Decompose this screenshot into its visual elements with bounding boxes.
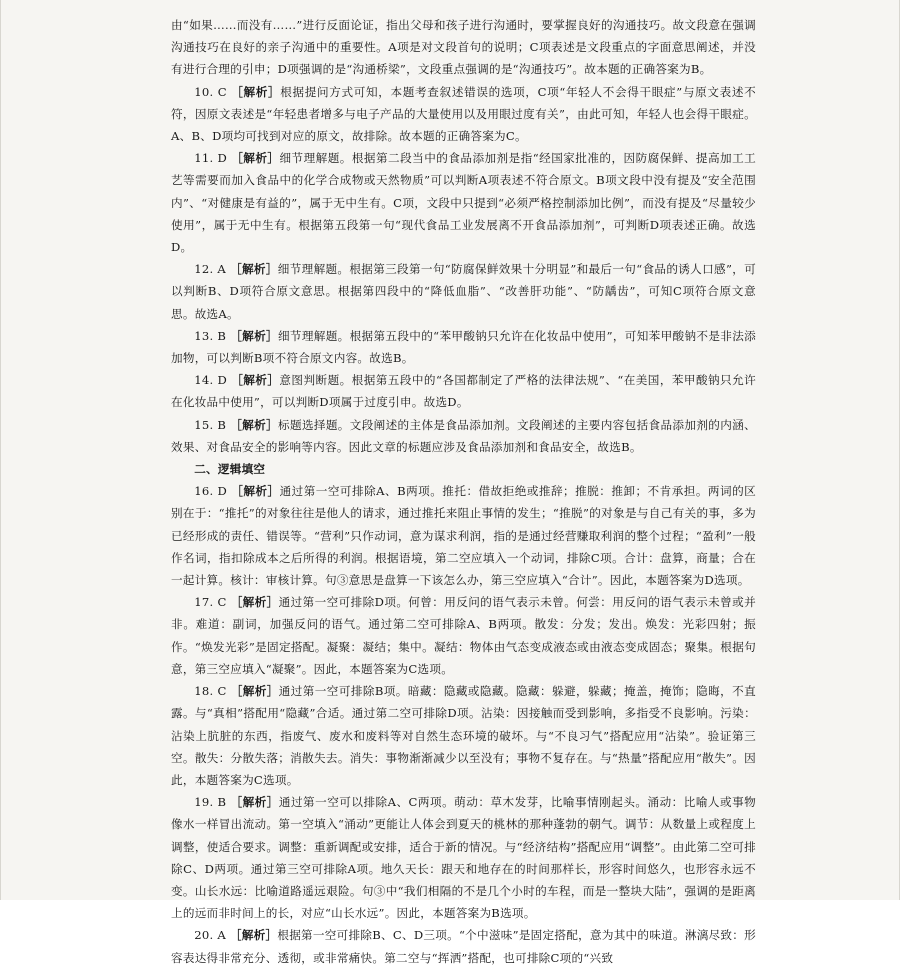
item-20 — [171, 924, 756, 968]
item-number: 19. B — [194, 795, 227, 810]
item-number: 13. B — [194, 328, 227, 343]
item-14 — [171, 369, 756, 413]
analysis-tag: ［解析］ — [231, 151, 280, 166]
item-11 — [171, 147, 756, 258]
analysis-tag: ［解析］ — [230, 328, 278, 343]
item-12 — [171, 258, 756, 325]
analysis-tag: ［解析］ — [230, 795, 279, 810]
item-15 — [171, 414, 756, 458]
analysis-tag: ［解析］ — [230, 417, 279, 432]
analysis-tag: ［解析］ — [231, 484, 280, 499]
item-text: 通过第一空可排除D项。何曾：用反问的语气表示未曾。何尝：用反问的语气表示未曾或并非。难道：副词，加强反问的语气。通过第二空可排除A、B两项。散发：分发；发出。焕发：光彩四射；振作。“焕发光彩”是固定搭配。凝聚：凝结；集中。凝结：物体由气态变成液态或由液态变成固态；聚集。根据句意，第三空应填入“凝聚”。因此，本题答案为C选项。 — [171, 595, 756, 676]
item-number: 11. D — [194, 151, 228, 166]
item-text: 意图判断题。根据第五段中的“各国都制定了严格的法律法规”、“在美国，苯甲酸钠只允许在化妆品中使用”，可以判断D项属于过度引申。故选D。 — [171, 373, 756, 410]
analysis-tag: ［解析］ — [231, 84, 281, 99]
item-text: 细节理解题。根据第二段当中的食品添加剂是指“经国家批准的，因防腐保鲜、提高加工工艺等需要而加入食品中的化学合成物或天然物质”可以判断A项表述不符合原文。B项文段中没有提及“安全范围内”、“对健康是有益的”，属于无中生有。C项，文段中只提到“必须严格控制添加比例”，而没有提及“尽量较少使用”，属于无中生有。根据第五段第一句“现代食品工业发展离不开食品添加剂”，可判断D项表述正确。故选D。 — [171, 151, 756, 255]
item-number: 17. C — [194, 595, 227, 610]
item-text: 通过第一空可排除A、B两项。推托：借故拒绝或推辞；推脱：推卸；不肯承担。两词的区别在于：“推托”的对象往往是他人的请求，通过推托来阻止事情的发生；“推脱”的对象是与自己有关的事，多为已经形成的责任、错误等。“营利”只作动词，意为谋求利润，指的是通过经营赚取利润的整个过程；“盈利”一般作名词，指扣除成本之后所得的利润。根据语境，第二空应填入一个动词，排除C项。合计：盘算，商量；合在一起计算。核计：审核计算。句③意思是盘算一下该怎么办，第三空应填入“合计”。因此，本题答案为D选项。 — [171, 484, 756, 588]
item-13 — [171, 325, 756, 369]
section-heading: 二、逻辑填空 — [194, 462, 266, 477]
analysis-tag: ［解析］ — [230, 684, 279, 699]
answer-explanations — [171, 14, 756, 969]
item-text: 细节理解题。根据第五段中的“苯甲酸钠只允许在化妆品中使用”，可知苯甲酸钠不是非法添加物，可以判断B项不符合原文内容。故选B。 — [171, 328, 756, 366]
item-text: 标题选择题。文段阐述的主体是食品添加剂。文段阐述的主要内容包括食品添加剂的内涵、效果、对食品安全的影响等内容。因此文章的标题应涉及食品添加剂和食品安全，故选B。 — [171, 417, 756, 454]
analysis-tag: ［解析］ — [229, 928, 278, 943]
intro-paragraph: 由“如果……而没有……”进行反面论证，指出父母和孩子进行沟通时，要掌握良好的沟通技巧。故文段意在强调沟通技巧在良好的亲子沟通中的重要性。A项是对文段首句的说明；C项表述是文段重点的字面意思阐述，并没有进行合理的引申；D项强调的是“沟通桥梁”，文段重点强调的是“沟通技巧”。故本题的正确答案为B。 — [171, 18, 756, 77]
analysis-tag: ［解析］ — [230, 262, 278, 277]
item-number: 14. D — [194, 373, 228, 388]
item-17 — [171, 591, 756, 680]
item-number: 18. C — [194, 684, 227, 699]
item-text: 细节理解题。根据第三段第一句“防腐保鲜效果十分明显”和最后一句“食品的诱人口感”，可以判断B、D项符合原文意思。根据第四段中的“降低血脂”、“改善肝功能”、“防龋齿”，可知C项符合原文意思。故选A。 — [171, 262, 757, 321]
item-10 — [171, 81, 756, 148]
item-text: 根据提问方式可知，本题考查叙述错误的选项，C项“年轻人不会得干眼症”与原文表述不符，因原文表述是“年轻患者增多与电子产品的大量使用以及用眼过度有关”，由此可知，年轻人也会得干眼症。A、B、D项均可找到对应的原文，故排除。故本题的正确答案为C。 — [171, 84, 756, 144]
item-text: 根据第一空可排除B、C、D三项。“个中滋味”是固定搭配，意为其中的味道。淋漓尽致：形容表达得非常充分、透彻，或非常痛快。第二空与“挥洒”搭配，也可排除C项的“兴致 — [171, 928, 756, 965]
analysis-tag: ［解析］ — [230, 595, 279, 610]
item-number: 15. B — [194, 417, 227, 432]
item-number: 10. C — [194, 84, 227, 99]
item-text: 通过第一空可排除B项。暗藏：隐藏或隐藏。隐藏：躲避，躲藏；掩盖，掩饰；隐晦，不直露。与“真相”搭配用“隐藏”合适。通过第二空可排除D项。沾染：因接触而受到影响，多指受不良影响。污染：沾染上肮脏的东西，指废气、废水和废料等对自然生态环境的破坏。与“不良习气”搭配应用“沾染”。验证第三空。散失：分散失落；消散失去。消失：事物渐渐减少以至没有；事物不复存在。与“热量”搭配应用“散失”。因此，本题答案为C选项。 — [171, 684, 756, 787]
analysis-tag: ［解析］ — [231, 373, 280, 388]
item-number: 20. A — [194, 928, 226, 943]
item-16 — [171, 480, 756, 591]
item-text: 通过第一空可以排除A、C两项。萌动：草木发芽，比喻事情刚起头。涌动：比喻人或事物像水一样冒出流动。第一空填入“涌动”更能让人体会到夏天的桃林的那种蓬勃的朝气。调节：从数量上或程度上调整，使适合要求。调整：重新调配或安排，适合于新的情况。与“经济结构”搭配应用“调整”。由此第二空可排除C、D两项。通过第三空可排除A项。地久天长：跟天和地存在的时间那样长，形容时间悠久，也形容永远不变。山长水远：比喻道路遥远艰险。句③中“我们相隔的不是几个小时的车程，而是一整块大陆”，强调的是距离上的远而非时间上的长，对应“山长水远”。因此，本题答案为B选项。 — [171, 795, 756, 921]
item-number: 12. A — [194, 262, 227, 277]
item-18 — [171, 680, 756, 791]
item-number: 16. D — [194, 484, 228, 499]
item-19 — [171, 791, 756, 924]
